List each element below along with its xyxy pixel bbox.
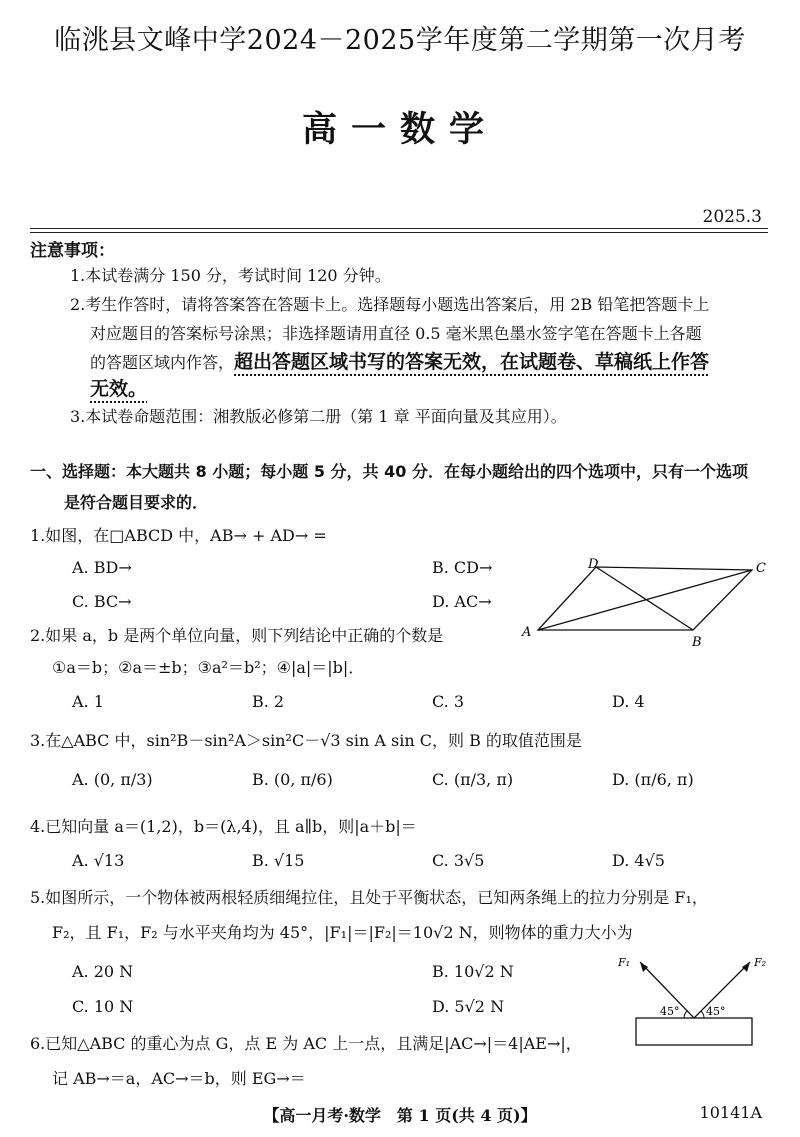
f1-label: F₁ bbox=[618, 956, 631, 969]
section-heading-line-1: 一、选择题：本大题共 8 小题；每小题 5 分，共 40 分．在每小题给出的四个选项中，只有一个选项 bbox=[30, 462, 748, 481]
question-1-stem: 1.如图，在□ABCD 中，AB→ + AD→ = bbox=[30, 526, 327, 545]
diagonal-bd bbox=[596, 567, 693, 630]
angle-label-left: 45° bbox=[660, 1005, 680, 1018]
q3-option-b: B. (0, π/6) bbox=[252, 770, 333, 789]
question-5-stem-2: F₂，且 F₁，F₂ 与水平夹角均为 45°，|F₁|＝|F₂|＝10√2 N，则物体的重力大小为 bbox=[52, 923, 633, 942]
exam-date: 2025.3 bbox=[702, 207, 762, 227]
q3-option-d: D. (π/6, π) bbox=[612, 770, 694, 789]
exam-title: 临洮县文峰中学2024－2025学年度第二学期第一次月考 bbox=[54, 25, 746, 56]
paper-code: 10141A bbox=[699, 1103, 762, 1122]
arrowhead-f1 bbox=[640, 962, 648, 972]
q3-option-c: C. (π/3, π) bbox=[432, 770, 514, 789]
q1-option-a: A. BD→ bbox=[72, 558, 132, 577]
notice-item-3: 3.本试卷命题范围：湘教版必修第二册（第 1 章 平面向量及其应用）。 bbox=[70, 407, 567, 426]
q1-option-b: B. CD→ bbox=[432, 558, 493, 577]
q2-option-b: B. 2 bbox=[252, 692, 285, 711]
q4-option-b: B. √15 bbox=[252, 851, 305, 870]
notice-item-2-line-2: 对应题目的答案标号涂黑；非选择题请用直径 0.5 毫米黑色墨水签字笔在答题卡上各题 bbox=[90, 324, 702, 343]
parallelogram-figure bbox=[520, 558, 770, 650]
q5-option-d: D. 5√2 N bbox=[432, 997, 505, 1016]
angle-label-right: 45° bbox=[706, 1005, 726, 1018]
question-3-stem: 3.在△ABC 中，sin²B－sin²A＞sin²C－√3 sin A sin C，则 B 的取值范围是 bbox=[30, 731, 582, 750]
q1-option-c: C. BC→ bbox=[72, 592, 132, 611]
notice-warning-text-end: 无效。 bbox=[90, 378, 148, 400]
q2-option-a: A. 1 bbox=[72, 692, 104, 711]
q4-option-c: C. 3√5 bbox=[432, 851, 485, 870]
q5-option-a: A. 20 N bbox=[72, 962, 134, 981]
object-box bbox=[636, 1018, 752, 1045]
q4-option-a: A. √13 bbox=[72, 851, 125, 870]
notice-normal-text: 的答题区域内作答， bbox=[90, 353, 235, 372]
notice-warning-text: 超出答题区域书写的答案无效，在试题卷、草稿纸上作答 bbox=[234, 351, 710, 373]
diagonal-ac bbox=[538, 570, 752, 630]
notice-item-2-line-3 bbox=[90, 351, 709, 374]
q3-option-a: A. (0, π/3) bbox=[72, 770, 153, 789]
vertex-c-label: C bbox=[756, 561, 766, 576]
section-heading-line-2: 是符合题目要求的． bbox=[64, 493, 209, 512]
top-rule-thin bbox=[30, 232, 768, 233]
question-5-stem: 5.如图所示，一个物体被两根轻质细绳拉住，且处于平衡状态，已知两条绳上的拉力分别是 F₁， bbox=[30, 888, 708, 907]
f2-label: F₂ bbox=[754, 956, 767, 969]
q2-option-d: D. 4 bbox=[612, 692, 645, 711]
angle-arc-right bbox=[701, 1011, 704, 1018]
q2-option-c: C. 3 bbox=[432, 692, 465, 711]
vertex-b-label: B bbox=[692, 635, 702, 650]
question-2-stem: 2.如果 a，b 是两个单位向量，则下列结论中正确的个数是 bbox=[30, 626, 444, 645]
question-4-stem: 4.已知向量 a＝(1,2)，b＝(λ,4)，且 a∥b，则|a＋b|＝ bbox=[30, 817, 417, 836]
notice-item-2-line-1: 2.考生作答时，请将答案答在答题卡上。选择题每小题选出答案后，用 2B 铅笔把答题卡上 bbox=[70, 295, 710, 314]
q1-option-d: D. AC→ bbox=[432, 592, 492, 611]
angle-arc-left bbox=[684, 1011, 687, 1018]
subject-title: 高一数学 bbox=[301, 110, 498, 150]
q5-option-c: C. 10 N bbox=[72, 997, 134, 1016]
vertex-a-label: A bbox=[522, 625, 532, 640]
question-6-stem-2: 记 AB→＝a，AC→＝b，则 EG→＝ bbox=[52, 1069, 306, 1088]
top-rule bbox=[30, 228, 768, 229]
arrowhead-f2 bbox=[742, 962, 750, 972]
q4-option-d: D. 4√5 bbox=[612, 851, 665, 870]
notice-item-1: 1.本试卷满分 150 分，考试时间 120 分钟。 bbox=[70, 266, 391, 285]
question-2-statements: ①a＝b；②a＝±b；③a²＝b²；④|a|＝|b|． bbox=[52, 658, 365, 677]
notice-title: 注意事项： bbox=[30, 241, 115, 261]
page-footer: 【高一月考·数学 第 1 页(共 4 页)】 bbox=[263, 1106, 537, 1125]
force-diagram bbox=[610, 948, 780, 1050]
q5-option-b: B. 10√2 N bbox=[432, 962, 514, 981]
question-6-stem: 6.已知△ABC 的重心为点 G，点 E 为 AC 上一点，且满足|AC→|＝4|AE→|， bbox=[30, 1034, 582, 1053]
vertex-d-label: D bbox=[588, 558, 599, 572]
